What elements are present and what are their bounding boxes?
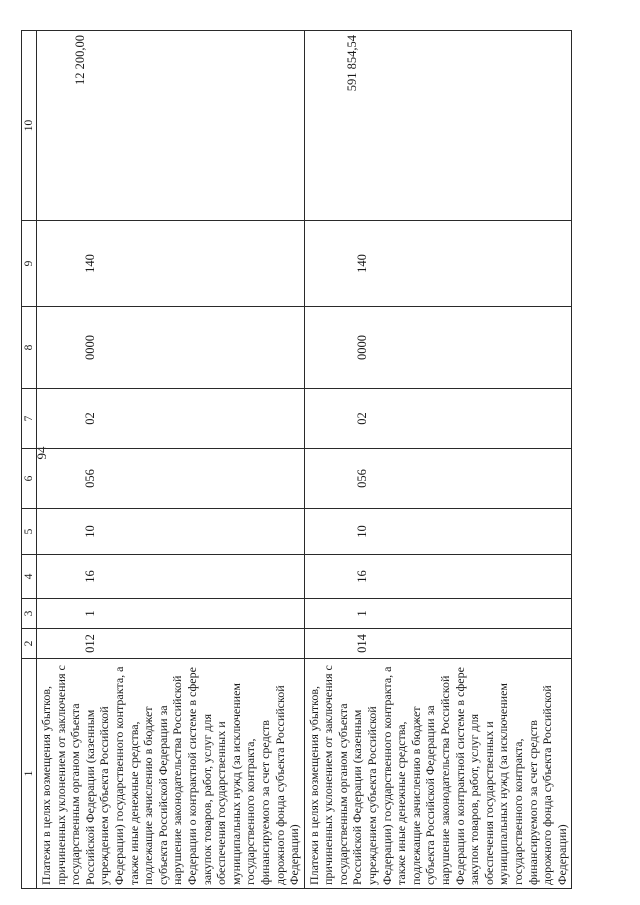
code-value: 140 [83, 254, 97, 273]
code-value: 012 [83, 634, 97, 653]
code-cell [304, 389, 572, 449]
code-cell [304, 509, 572, 555]
code-value: 056 [83, 469, 97, 488]
code-value: 056 [354, 469, 369, 488]
code-cell [304, 449, 572, 509]
page-number: 94 [34, 446, 49, 460]
code-value: 10 [354, 525, 369, 538]
code-cell [37, 221, 305, 307]
budget-revenue-table [21, 30, 572, 889]
code-cell [37, 389, 305, 449]
amount-value: 591 854,54 [344, 35, 359, 92]
column-header-1: 1 [22, 659, 37, 889]
code-value: 0000 [354, 335, 369, 360]
code-value: 02 [83, 412, 97, 425]
column-header-6: 6 [22, 449, 37, 509]
table-row [304, 31, 572, 889]
code-cell [304, 221, 572, 307]
code-value: 014 [354, 634, 369, 653]
code-cell [304, 629, 572, 659]
header-row [22, 31, 37, 889]
row-description: Платежи в целях возмещения убытков, причиненных уклонением от заключения с государственным органом субъекта Российской Федерации (казенным учреждением субъекта Российской Федерации) государственного контракта, а также иные денежные средства, подлежащие зачислению в бюджет субъекта Российской Федерации за нарушение законодательства Российской Федерации о контрактной системе в сфере закупок товаров, работ, услуг для обеспечения государственных и муниципальных нужд (за исключением государственного контракта, финансируемого за счет средств дорожного фонда субъекта Российской Федерации) [304, 659, 572, 889]
amount-value: 12 200,00 [73, 35, 87, 85]
column-header-4: 4 [22, 555, 37, 599]
code-value: 0000 [83, 335, 97, 360]
code-value: 1 [354, 610, 369, 617]
column-header-7: 7 [22, 389, 37, 449]
code-cell [37, 307, 305, 389]
table-row [37, 31, 305, 889]
code-cell [37, 509, 305, 555]
code-cell [37, 629, 305, 659]
column-header-8: 8 [22, 307, 37, 389]
code-value: 140 [354, 254, 369, 273]
code-cell [304, 599, 572, 629]
rotated-table-container [21, 31, 579, 889]
code-cell [37, 449, 305, 509]
code-cell [304, 307, 572, 389]
code-cell [37, 555, 305, 599]
code-value: 1 [83, 610, 97, 617]
amount-cell [304, 31, 572, 221]
amount-cell [37, 31, 305, 221]
code-value: 16 [354, 570, 369, 583]
column-header-5: 5 [22, 509, 37, 555]
column-header-3: 3 [22, 599, 37, 629]
code-cell [304, 555, 572, 599]
column-header-10: 10 [22, 31, 37, 221]
code-value: 10 [83, 525, 97, 538]
code-value: 16 [83, 570, 97, 583]
code-value: 02 [354, 412, 369, 425]
row-description: Платежи в целях возмещения убытков, причиненных уклонением от заключения с государственным органом субъекта Российской Федерации (казенным учреждением субъекта Российской Федерации) государственного контракта, а также иные денежные средства, подлежащие зачислению в бюджет субъекта Российской Федерации за нарушение законодательства Российской Федерации о контрактной системе в сфере закупок товаров, работ, услуг для обеспечения государственных и муниципальных нужд (за исключением государственного контракта, финансируемого за счет средств дорожного фонда субъекта Российской Федерации) [37, 659, 305, 889]
code-cell [37, 599, 305, 629]
column-header-9: 9 [22, 221, 37, 307]
column-header-2: 2 [22, 629, 37, 659]
